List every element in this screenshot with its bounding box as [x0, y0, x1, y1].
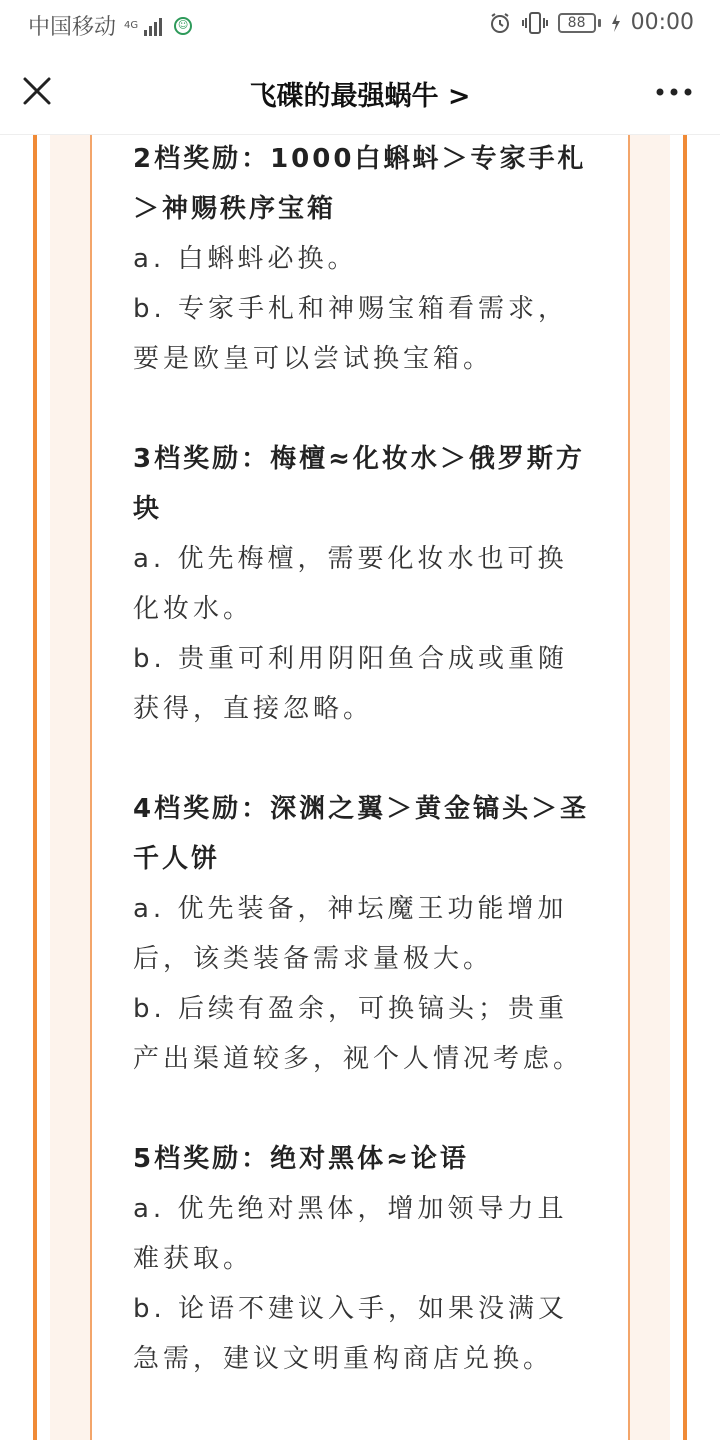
section-line: a. 优先梅檀，需要化妆水也可换化妆水。	[133, 544, 568, 624]
section-line: b. 专家手札和神赐宝箱看需求，要是欧皇可以尝试换宝箱。	[133, 294, 569, 374]
nav-bar	[0, 50, 720, 135]
section-heading: 2档奖励：1000白蝌蚪＞专家手札＞神赐秩序宝箱	[133, 144, 587, 224]
network-type: 4G	[124, 19, 139, 31]
section-heading: 3档奖励：梅檀≈化妆水＞俄罗斯方块	[133, 444, 585, 524]
section-line: b. 后续有盈余，可换镐头；贵重产出渠道较多，视个人情况考虑。	[133, 994, 584, 1074]
section-line: a. 优先装备，神坛魔王功能增加后，该类装备需求量极大。	[133, 894, 568, 974]
battery-icon	[558, 13, 601, 33]
alarm-icon	[488, 11, 512, 35]
section-line: b. 论语不建议入手，如果没满又急需，建议文明重构商店兑换。	[133, 1294, 569, 1374]
frame-border-left	[33, 134, 37, 1440]
section-line: b. 贵重可利用阴阳鱼合成或重随获得，直接忽略。	[133, 644, 569, 724]
frame-band-right	[630, 134, 670, 1440]
reward-section-tier3	[133, 434, 593, 734]
section-line: a. 白蝌蚪必换。	[133, 244, 358, 274]
app-notification-icon: ☺	[174, 17, 192, 35]
clock: 00:00	[630, 10, 694, 35]
status-left	[28, 10, 192, 41]
reward-section-tier5	[133, 1134, 593, 1384]
frame-inner-right	[628, 134, 630, 1440]
section-heading: 5档奖励：绝对黑体≈论语	[133, 1144, 469, 1174]
reward-section-tier2	[133, 134, 593, 384]
frame-band-left	[50, 134, 90, 1440]
more-options-icon[interactable]	[654, 80, 694, 104]
charging-icon	[611, 13, 621, 33]
close-icon[interactable]	[18, 72, 56, 110]
article-scroll-area[interactable]	[0, 134, 720, 1440]
account-title-link[interactable]: 飞碟的最强蜗牛 >	[249, 81, 471, 112]
article-body	[133, 134, 593, 1384]
carrier-label: 中国移动	[28, 15, 117, 40]
status-bar	[0, 0, 720, 50]
status-right	[488, 10, 694, 35]
frame-border-right	[683, 134, 687, 1440]
signal-icon	[144, 16, 162, 36]
battery-level: 88	[558, 13, 596, 33]
section-heading: 4档奖励：深渊之翼＞黄金镐头＞圣千人饼	[133, 794, 590, 874]
vibrate-icon	[522, 11, 548, 35]
section-line: a. 优先绝对黑体，增加领导力且难获取。	[133, 1194, 568, 1274]
reward-section-tier4	[133, 784, 593, 1084]
frame-inner-left	[90, 134, 92, 1440]
